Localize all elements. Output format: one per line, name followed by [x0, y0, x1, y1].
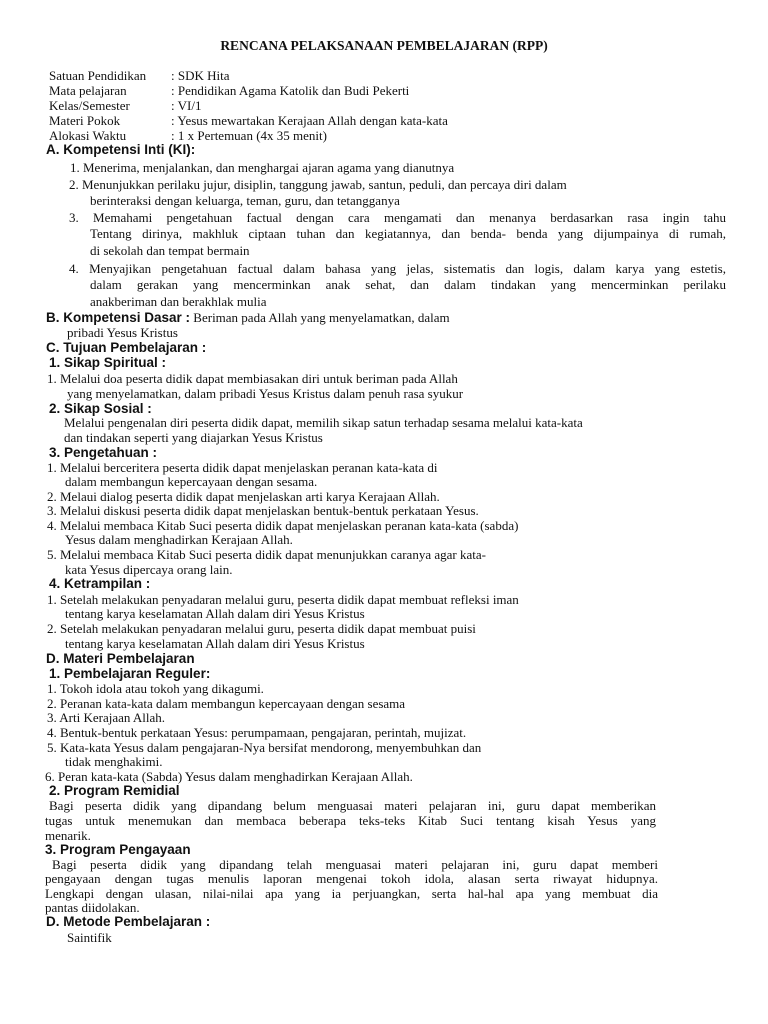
materi-item: 4. Bentuk-bentuk perkataan Yesus: perumpamaan, pengajaran, perintah, mujizat. [47, 725, 467, 740]
identity-row [49, 128, 327, 143]
materi-item-cont: tidak menghakimi. [65, 754, 163, 769]
identity-label: Materi Pokok [49, 113, 121, 128]
tujuan-item: 2. Melaui dialog peserta didik dapat menjelaskan arti karya Kerajaan Allah. [47, 489, 440, 504]
tujuan-item-cont: tentang karya keselamatan Allah dalam diri Yesus Kristus [65, 636, 365, 651]
identity-value: : Yesus mewartakan Kerajaan Allah dengan kata-kata [171, 113, 448, 128]
section-c-heading: C. Tujuan Pembelajaran : [46, 340, 207, 355]
identity-label: Kelas/Semester [49, 98, 130, 113]
sikap-spiritual-heading: 1. Sikap Spiritual : [49, 355, 167, 370]
tujuan-item: 5. Melalui membaca Kitab Suci peserta didik dapat menunjukkan caranya agar kata- [47, 547, 486, 562]
ki-item: 3. Memahami pengetahuan factual dengan cara mengamati dan menanya berdasarkan rasa ingin tahu [69, 210, 726, 225]
materi-item: 1. Tokoh idola atau tokoh yang dikagumi. [47, 681, 264, 696]
remidial-text: tugas untuk menemukan dan membaca beberapa teks-teks Kitab Suci tentang kisah Yesus yang [45, 813, 656, 828]
tujuan-item-cont: yang menyelamatkan, dalam pribadi Yesus Kristus dalam penuh rasa syukur [67, 386, 464, 401]
pengayaan-text: Bagi peserta didik yang dipandang telah menguasai materi pelajaran ini, guru dapat memberi [52, 857, 658, 872]
pengetahuan-heading: 3. Pengetahuan : [49, 445, 158, 460]
metode-text: Saintifik [67, 930, 112, 945]
identity-label: Satuan Pendidikan [49, 68, 147, 83]
tujuan-item: 4. Melalui membaca Kitab Suci peserta didik dapat menjelaskan peranan kata-kata (sabda) [47, 518, 519, 533]
remidial-text: menarik. [45, 828, 91, 843]
identity-value: : SDK Hita [171, 68, 230, 83]
identity-row [49, 83, 409, 98]
identity-label: Alokasi Waktu [49, 128, 127, 143]
ketrampilan-heading: 4. Ketrampilan : [49, 576, 151, 591]
metode-heading: D. Metode Pembelajaran : [46, 914, 211, 929]
section-b-text-cont: pribadi Yesus Kristus [67, 325, 178, 340]
tujuan-item-cont: tentang karya keselamatan Allah dalam diri Yesus Kristus [65, 606, 365, 621]
tujuan-item-cont: dalam membangun kepercayaan dengan sesama. [65, 474, 318, 489]
reguler-heading: 1. Pembelajaran Reguler: [49, 666, 211, 681]
pengayaan-heading: 3. Program Pengayaan [45, 842, 191, 857]
tujuan-item: 3. Melalui diskusi peserta didik dapat menjelaskan bentuk-bentuk perkataan Yesus. [47, 503, 479, 518]
section-b-row [46, 310, 450, 325]
ki-item-cont: anakberiman dan berakhlak mulia [90, 294, 267, 309]
pengayaan-text: pantas diidolakan. [45, 900, 140, 915]
pengayaan-text: pengayaan dengan tugas menulis laporan mengenai tokoh idola, alasan serta riwayat hidupnya. [45, 871, 658, 886]
ki-item-cont: Tentang dirinya, makhluk ciptaan tuhan dan kegiatannya, dan benda- benda yang dijumpainya di rumah, [90, 226, 726, 241]
remidial-text: Bagi peserta didik yang dipandang belum menguasai materi pelajaran ini, guru dapat memberikan [49, 798, 656, 813]
materi-item: 2. Peranan kata-kata dalam membangun kepercayaan dengan sesama [47, 696, 406, 711]
identity-label: Mata pelajaran [49, 83, 127, 98]
identity-row [49, 68, 230, 83]
identity-value: : Pendidikan Agama Katolik dan Budi Pekerti [171, 83, 410, 98]
tujuan-item: 1. Setelah melakukan penyadaran melalui guru, peserta didik dapat membuat refleksi iman [47, 592, 519, 607]
identity-row [49, 113, 448, 128]
ki-item: 1. Menerima, menjalankan, dan menghargai ajaran agama yang dianutnya [70, 160, 455, 175]
identity-value: : 1 x Pertemuan (4x 35 menit) [171, 128, 327, 143]
tujuan-item: 2. Setelah melakukan penyadaran melalui guru, peserta didik dapat membuat puisi [47, 621, 476, 636]
materi-item: 5. Kata-kata Yesus dalam pengajaran-Nya bersifat mendorong, menyembuhkan dan [47, 740, 482, 755]
ki-item-cont: dalam gerakan yang mencerminkan anak sehat, dan dalam tindakan yang mencerminkan perilaku [90, 277, 726, 292]
tujuan-item: 1. Melalui doa peserta didik dapat membiasakan diri untuk beriman pada Allah [47, 371, 458, 386]
section-b-heading: B. Kompetensi Dasar : [46, 310, 191, 325]
tujuan-item-cont: kata Yesus dipercaya orang lain. [65, 562, 233, 577]
tujuan-item: 1. Melalui berceritera peserta didik dapat menjelaskan peranan kata-kata di [47, 460, 438, 475]
ki-item-cont: di sekolah dan tempat bermain [90, 243, 250, 258]
materi-item: 3. Arti Kerajaan Allah. [47, 710, 166, 725]
identity-value: : VI/1 [171, 98, 202, 113]
document-title: RENCANA PELAKSANAAN PEMBELAJARAN (RPP) [220, 38, 548, 53]
section-d-heading: D. Materi Pembelajaran [46, 651, 195, 666]
section-b-text: Beriman pada Allah yang menyelamatkan, dalam [190, 310, 450, 325]
tujuan-item: Melalui pengenalan diri peserta didik dapat, memilih sikap satun terhadap sesama melalui kata-kata [64, 415, 583, 430]
pengayaan-text: Lengkapi dengan ulasan, nilai-nilai apa yang ia perjuangkan, serta hal-hal apa yang membuat dia [45, 886, 658, 901]
sikap-sosial-heading: 2. Sikap Sosial : [49, 401, 152, 416]
tujuan-item-cont: Yesus dalam menghadirkan Kerajaan Allah. [65, 532, 293, 547]
ki-item-cont: berinteraksi dengan keluarga, teman, guru, dan tetangganya [90, 193, 400, 208]
remidial-heading: 2. Program Remidial [49, 783, 180, 798]
tujuan-item-cont: dan tindakan seperti yang diajarkan Yesus Kristus [64, 430, 323, 445]
section-a-heading: A. Kompetensi Inti (KI): [46, 142, 196, 157]
materi-item: 6. Peran kata-kata (Sabda) Yesus dalam menghadirkan Kerajaan Allah. [45, 769, 413, 784]
ki-item: 4. Menyajikan pengetahuan factual dalam bahasa yang jelas, sistematis dan logis, dalam karya yang estetis, [69, 261, 726, 276]
identity-row [49, 98, 201, 113]
ki-item: 2. Menunjukkan perilaku jujur, disiplin, tanggung jawab, santun, peduli, dan percaya diri dalam [69, 177, 567, 192]
